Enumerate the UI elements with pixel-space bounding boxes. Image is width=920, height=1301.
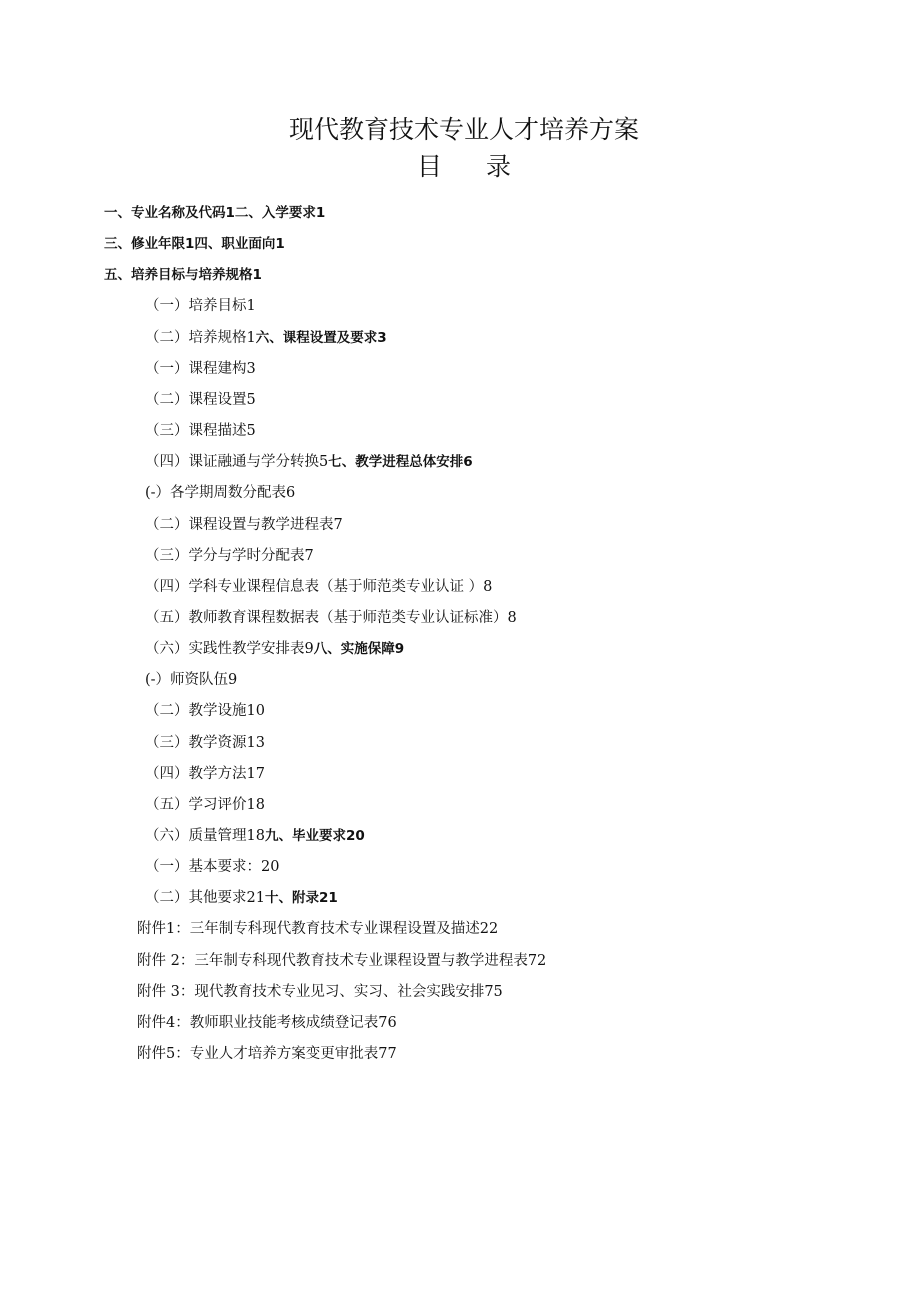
toc-entry[interactable] (145, 296, 256, 316)
toc-subsection-title: （五）学习评价18 (145, 796, 265, 813)
toc-entry[interactable] (145, 888, 338, 908)
toc-entry[interactable] (145, 452, 473, 472)
toc-section-title: 七、教学进程总体安排6 (328, 454, 473, 471)
toc-subsection-title: （四）教学方法17 (145, 765, 265, 782)
toc-subsection-title: （二）培养规格1 (145, 329, 256, 346)
toc-entry[interactable] (145, 857, 279, 877)
toc-subsection-title: 附件4：教师职业技能考核成绩登记表76 (137, 1014, 397, 1031)
toc-subsection-title: （四）课证融通与学分转换5 (145, 454, 329, 471)
toc-entry[interactable] (145, 701, 265, 721)
toc-subsection-title: 附件 3：现代教育技术专业见习、实习、社会实践安排75 (137, 983, 503, 1000)
toc-subsection-title: 附件 2：三年制专科现代教育技术专业课程设置与教学进程表72 (137, 952, 547, 969)
toc-subsection-title: 附件5：专业人才培养方案变更审批表77 (137, 1046, 397, 1063)
toc-subsection-title: （三）学分与学时分配表7 (145, 547, 314, 564)
toc-entry[interactable] (104, 265, 262, 285)
toc-entry[interactable] (104, 203, 325, 223)
toc-entry[interactable] (137, 1044, 397, 1064)
toc-section-title: 九、毕业要求20 (264, 828, 365, 844)
toc-subsection-title: （三）课程描述5 (145, 423, 256, 440)
toc-subsection-title: （二）其他要求21 (145, 890, 265, 907)
toc-subsection-title: （六）实践性教学安排表9 (145, 641, 314, 658)
toc-subsection-title: （二）课程设置5 (145, 391, 256, 408)
toc-entry[interactable] (145, 795, 265, 815)
toc-heading: 目 录 (417, 152, 529, 181)
toc-entry[interactable] (137, 951, 546, 971)
toc-entry[interactable] (145, 546, 314, 566)
toc-entry[interactable] (145, 328, 387, 348)
toc-subsection-title: （二）课程设置与教学进程表7 (145, 516, 343, 533)
toc-section-title: 一、专业名称及代码1二、入学要求1 (104, 205, 326, 221)
toc-entry[interactable] (145, 577, 492, 597)
toc-entry[interactable] (145, 359, 256, 379)
toc-section-title: 十、附录21 (264, 890, 338, 907)
toc-entry[interactable] (137, 919, 498, 939)
toc-subsection-title: (-）师资队伍9 (145, 672, 238, 689)
toc-section-title: 六、课程设置及要求3 (255, 329, 387, 346)
toc-entry[interactable] (145, 639, 404, 659)
toc-entry[interactable] (145, 764, 265, 784)
toc-entry[interactable] (145, 826, 365, 846)
toc-subsection-title: （一）课程建构3 (145, 360, 256, 377)
toc-entry[interactable] (137, 1013, 397, 1033)
toc-entry[interactable] (145, 421, 256, 441)
toc-entry[interactable] (145, 390, 256, 410)
toc-subsection-title: （一）培养目标1 (145, 298, 256, 315)
toc-subsection-title: （二）教学设施10 (145, 703, 265, 720)
toc-subsection-title: （五）教师教育课程数据表（基于师范类专业认证标准）8 (145, 609, 517, 626)
document-title: 现代教育技术专业人才培养方案 (288, 115, 639, 144)
toc-subsection-title: （六）质量管理18 (145, 828, 265, 844)
toc-entry[interactable] (145, 733, 265, 753)
toc-section-title: 八、实施保障9 (313, 641, 405, 658)
toc-entry[interactable] (145, 515, 343, 535)
toc-subsection-title: （四）学科专业课程信息表（基于师范类专业认证 ）8 (145, 578, 493, 595)
toc-entry[interactable] (145, 608, 517, 628)
toc-subsection-title: (-）各学期周数分配表6 (145, 485, 296, 502)
toc-subsection-title: （一）基本要求：20 (145, 859, 280, 876)
toc-subsection-title: 附件1：三年制专科现代教育技术专业课程设置及描述22 (137, 921, 499, 938)
toc-section-title: 五、培养目标与培养规格1 (104, 267, 262, 284)
toc-entry[interactable] (145, 670, 237, 690)
toc-entry[interactable] (145, 483, 295, 503)
toc-section-title: 三、修业年限1四、职业面向1 (104, 236, 285, 253)
toc-entry[interactable] (104, 234, 285, 254)
toc-subsection-title: （三）教学资源13 (145, 734, 265, 751)
toc-entry[interactable] (137, 982, 503, 1002)
